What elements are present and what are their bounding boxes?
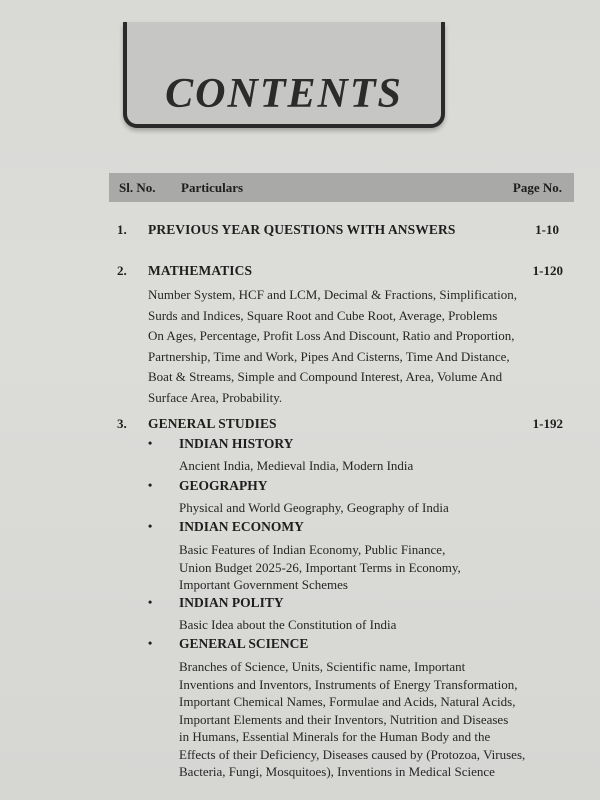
description-line: Important Government Schemes	[179, 577, 348, 592]
description-line: On Ages, Percentage, Profit Loss And Discount, Ratio and Proportion,	[148, 328, 515, 343]
subsection-description	[179, 457, 579, 475]
description-line: Basic Idea about the Constitution of India	[179, 617, 397, 632]
description-line: Important Elements and their Inventors, Nutrition and Diseases	[179, 711, 509, 727]
description-line: Effects of their Deficiency, Diseases caused by (Protozoa, Viruses,	[179, 746, 526, 762]
header-page-no: Page No.	[512, 180, 562, 195]
section-number: 2.	[117, 263, 127, 278]
subsection-title: INDIAN POLITY	[179, 595, 284, 610]
bullet-icon: •	[148, 519, 153, 533]
description-line: Physical and World Geography, Geography of India	[179, 500, 449, 515]
bullet-icon: •	[148, 595, 153, 609]
description-line: in Humans, Essential Minerals for the Human Body and the	[179, 729, 491, 744]
bullet-icon: •	[148, 636, 153, 650]
description-line: Union Budget 2025-26, Important Terms in Economy,	[179, 559, 461, 575]
subsection-description	[179, 499, 579, 517]
section-description	[148, 285, 568, 408]
subsection-title: INDIAN ECONOMY	[179, 519, 304, 534]
description-line: Important Chemical Names, Formulae and Acids, Natural Acids,	[179, 694, 516, 709]
description-line: Branches of Science, Units, Scientific name, Important	[179, 659, 466, 674]
section-title: MATHEMATICS	[148, 263, 253, 278]
table-header	[109, 173, 574, 202]
section-title: PREVIOUS YEAR QUESTIONS WITH ANSWERS	[148, 222, 456, 237]
section-pages: 1-192	[532, 416, 563, 431]
subsection-description	[179, 616, 579, 634]
description-line: Partnership, Time and Work, Pipes And Cisterns, Time And Distance,	[148, 348, 510, 364]
description-line: Ancient India, Medieval India, Modern India	[179, 458, 414, 473]
subsection-title: INDIAN HISTORY	[179, 436, 294, 451]
subsection-description	[179, 658, 589, 781]
section-pages: 1-10	[535, 222, 559, 237]
description-line: Basic Features of Indian Economy, Public Finance,	[179, 542, 446, 557]
description-line: Boat & Streams, Simple and Compound Interest, Area, Volume And	[148, 369, 503, 384]
header-particulars: Particulars	[181, 180, 244, 195]
page-title: CONTENTS	[165, 71, 403, 117]
header-sl-no: Sl. No.	[119, 180, 156, 195]
description-line: Inventions and Inventors, Instruments of Energy Transformation,	[179, 676, 518, 692]
description-line: Surds and Indices, Square Root and Cube Root, Average, Problems	[148, 307, 498, 323]
subsection-title: GEOGRAPHY	[179, 478, 268, 493]
description-line: Surface Area, Probability.	[148, 389, 283, 405]
description-line: Number System, HCF and LCM, Decimal & Fractions, Simplification,	[148, 287, 518, 302]
subsection-title: GENERAL SCIENCE	[179, 636, 309, 651]
section-title: GENERAL STUDIES	[148, 416, 277, 431]
bullet-icon: •	[148, 436, 153, 450]
section-number: 3.	[117, 416, 127, 431]
description-line: Bacteria, Fungi, Mosquitoes), Inventions in Medical Science	[179, 764, 495, 779]
bullet-icon: •	[148, 478, 153, 492]
section-pages: 1-120	[532, 263, 563, 278]
section-number: 1.	[117, 222, 127, 237]
title-banner	[123, 22, 445, 128]
subsection-description	[179, 541, 579, 594]
